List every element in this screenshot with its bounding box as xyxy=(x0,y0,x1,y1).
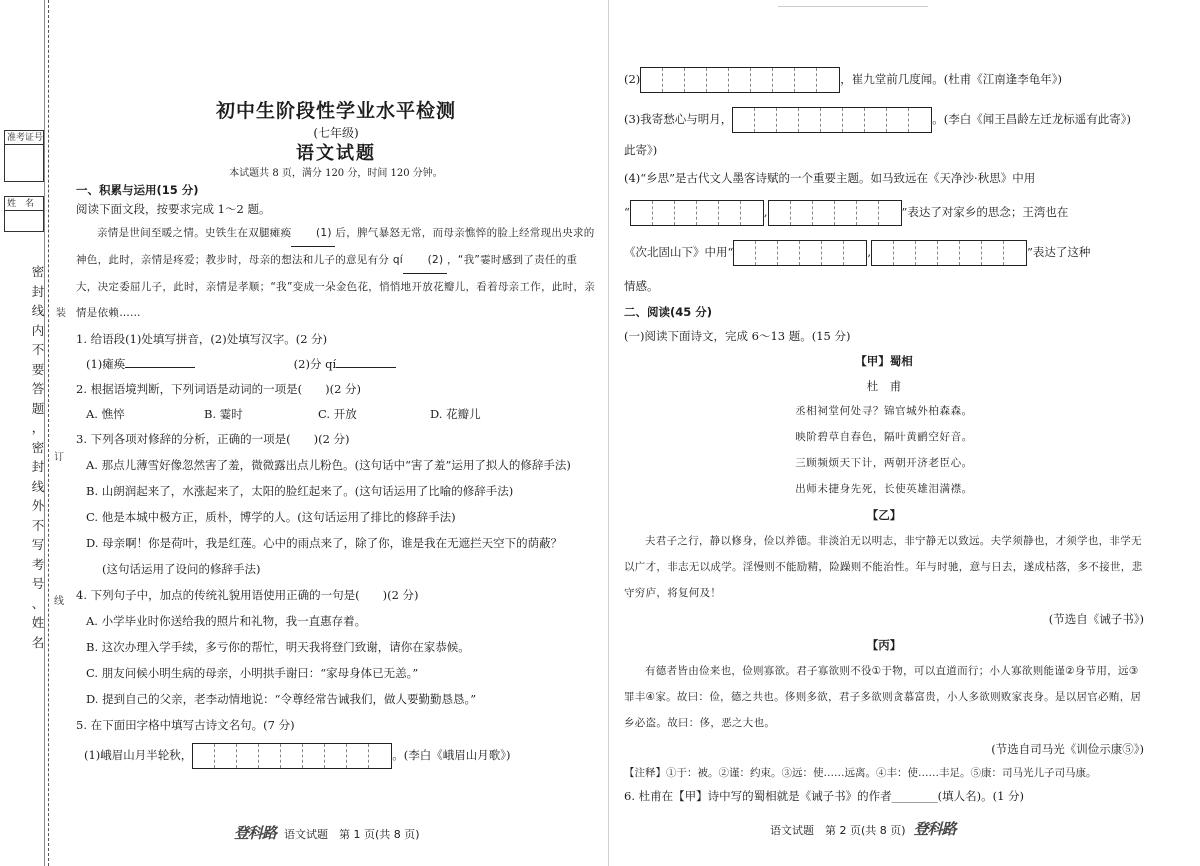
q2-option-d[interactable]: D. 花瓣儿 xyxy=(430,407,481,421)
seal-notice-char: 名 xyxy=(31,634,45,650)
q4-option-d[interactable]: D. 提到自己的父亲，老李动情地说：“令尊经常告诫我们，做人要勤勤恳恳。” xyxy=(86,692,477,706)
q3-option-b[interactable]: B. 山朗润起来了，水涨起来了，太阳的脸红起来了。(这句话运用了比喻的修辞手法) xyxy=(86,484,514,498)
passage: 亲情是世间至暖之情。史铁生在双腿瘫痪 (1) 后，脾气暴怒无常，而母亲憔悴的脸上经常现出央求的神色，此时，亲情是疼爱；教步时，母亲的想法和儿子的意见有分 qí (2) ，“我”霎时感到了责任的重大，决定委屈儿子，此时，亲情是孝顺；“我”变成一朵金色花，悄悄地开放花瓣儿，看着母亲工作，此时，亲情是依赖…… xyxy=(76,220,596,326)
q5-1-pre: (1)峨眉山月半轮秋， xyxy=(84,748,193,762)
seal-notice-char: 不 xyxy=(31,342,45,357)
exam-title: 初中生阶段性学业水平检测 xyxy=(215,100,456,122)
seal-notice-char: 姓 xyxy=(31,615,45,630)
q1-answers xyxy=(76,352,596,376)
page-2-footer xyxy=(770,818,964,839)
seal-notice xyxy=(30,262,46,652)
poem-line: 映阶碧草自春色，隔叶黄鹂空好音。 xyxy=(795,431,973,443)
seal-notice-char: 内 xyxy=(31,322,45,338)
name-label: 姓 名 xyxy=(5,197,43,211)
page-1-footer xyxy=(234,822,420,843)
q4-option-c[interactable]: C. 朋友问候小明生病的母亲，小明拱手谢曰：“家母身体已无恙。” xyxy=(86,666,419,680)
q5-4-grid-1[interactable] xyxy=(630,200,764,226)
q1-a-label: (1)瘫痪 xyxy=(86,357,126,371)
poem-line: 出师未捷身先死，长使英雄泪满襟。 xyxy=(795,483,973,495)
q3-stem: 3. 下列各项对修辞的分析，正确的一项是( )(2 分) xyxy=(76,432,350,446)
q5-4-grid-4[interactable] xyxy=(871,240,1027,266)
q5-3 xyxy=(624,102,1144,136)
bing-source: (节选自司马光《训俭示康⑤》) xyxy=(991,742,1144,756)
q1-a-answer[interactable] xyxy=(125,356,195,368)
seal-notice-char: 线 xyxy=(31,303,45,318)
q5-2-post: ，崔九堂前几度闻。(杜甫《江南逢李龟年》) xyxy=(840,72,1063,86)
seal-notice-char: 封 xyxy=(31,459,45,474)
section-1-intro: 阅读下面文段，按要求完成 1～2 题。 xyxy=(76,202,271,216)
poem-author: 杜 甫 xyxy=(866,379,902,393)
q5-3-post: 。(李白《闻王昌龄左迁龙标遥有此寄》) xyxy=(932,112,1132,126)
q5-4-pre2: 《次北固山下》中用“ xyxy=(624,245,734,259)
exam-id-box xyxy=(4,130,44,182)
seal-notice-char: 、 xyxy=(31,595,45,611)
page-2-number: 语文试题 第 2 页(共 8 页) xyxy=(770,824,906,837)
q5-3-pre: (3)我寄愁心与明月， xyxy=(624,112,733,126)
publisher-logo: 登科路 xyxy=(913,820,956,838)
q5-4-line2: 《次北固山下》中用“ , ”表达了这种 xyxy=(624,232,1144,272)
bing-label: 【丙】 xyxy=(866,638,902,652)
q2-options xyxy=(76,402,596,426)
seal-notice-char: 号 xyxy=(31,576,45,591)
poem-line: 丞相祠堂何处寻？锦官城外柏森森。 xyxy=(795,405,973,417)
seal-notice-char: 答 xyxy=(31,381,45,396)
q5-4-end: 情感。 xyxy=(624,279,659,293)
q3-option-c[interactable]: C. 他是本城中极方正，质朴，博学的人。(这句话运用了排比的修辞手法) xyxy=(86,510,456,524)
section-2-heading: 二、阅读(45 分) xyxy=(624,305,713,319)
poem-line: 三顾频烦天下计，两朝开济老臣心。 xyxy=(795,457,973,469)
q5-2 xyxy=(624,62,1144,96)
seal-notice-char: ， xyxy=(31,420,45,435)
q4-options xyxy=(76,608,596,712)
seal-notice-char: 线 xyxy=(31,478,45,494)
seal-notice-char: 外 xyxy=(31,498,45,513)
binding-mark-ding: 订 xyxy=(54,452,64,463)
section-1-heading: 一、积累与运用(15 分) xyxy=(76,183,199,197)
subject-title: 语文试题 xyxy=(296,143,376,164)
page-2 xyxy=(624,62,1144,808)
q5-2-pre: (2) xyxy=(624,72,641,86)
page-divider xyxy=(608,0,609,866)
q5-4-grid-2[interactable] xyxy=(768,200,902,226)
q5-1 xyxy=(76,738,596,772)
q3-option-a[interactable]: A. 那点儿薄雪好像忽然害了羞，微微露出点儿粉色。(这句话中“害了羞”运用了拟人的修辞手法) xyxy=(86,458,571,472)
seal-line xyxy=(48,0,49,866)
name-field[interactable] xyxy=(5,211,43,231)
name-box xyxy=(4,196,44,232)
q5-3-tail: 此寄》) xyxy=(624,143,658,157)
q1-stem: 1. 给语段(1)处填写拼音，(2)处填写汉字。(2 分) xyxy=(76,332,328,346)
q6-stem: 6. 杜甫在【甲】诗中写的蜀相就是《诫子书》的作者________(填人名)。(1 分) xyxy=(624,789,1025,803)
q5-4-line1: “ , ”表达了对家乡的思念；王湾也在 xyxy=(624,192,1144,232)
poem-body xyxy=(624,398,1144,502)
q1-b-answer[interactable] xyxy=(336,356,396,368)
seal-notice-char: 不 xyxy=(31,517,45,533)
q5-4-grid-3[interactable] xyxy=(733,240,867,266)
binding-mark-xian: 线 xyxy=(54,596,64,607)
q5-1-post: 。(李白《峨眉山月歌》) xyxy=(392,748,511,762)
seal-notice-char: 题 xyxy=(31,400,45,416)
bing-text: 有德者皆由俭来也，俭则寡欲。君子寡欲则不役①于物，可以直道而行；小人寡欲则能谨②身节用，远③罪丰④家。故曰：俭，德之共也。侈则多欲，君子多欲则贪慕富贵，小人多欲则败家丧身。是以居官必贿，居乡必盗。故曰：侈，恶之大也。 xyxy=(624,665,1142,729)
exam-info: 本试题共 8 页，满分 120 分，时间 120 分钟。 xyxy=(229,168,443,179)
q2-option-a[interactable]: A. 憔悴 xyxy=(86,407,125,421)
seal-notice-char: 密 xyxy=(31,264,45,279)
poem-label: 【甲】蜀相 xyxy=(855,354,913,368)
yi-label: 【乙】 xyxy=(866,508,902,522)
q4-stem: 4. 下列句子中，加点的传统礼貌用语使用正确的一句是( )(2 分) xyxy=(76,588,419,602)
q2-option-c[interactable]: C. 开放 xyxy=(318,407,357,421)
q5-4-text: (4)“乡思”是古代文人墨客诗赋的一个重要主题。如马致远在《天净沙·秋思》中用 xyxy=(624,171,1036,185)
yi-text: 夫君子之行，静以修身，俭以养德。非淡泊无以明志，非宁静无以致远。夫学须静也，才须学也，非学无以广才，非志无以成学。淫慢则不能励精，险躁则不能治性。年与时驰，意与日去，遂成枯落，多不接世，悲守穷庐，将复何及！ xyxy=(624,535,1143,599)
yi-source: (节选自《诫子书》) xyxy=(1048,612,1144,626)
q5-2-grid[interactable] xyxy=(640,67,840,93)
seal-notice-char: 考 xyxy=(31,556,45,572)
q4-option-b[interactable]: B. 这次办理入学手续，多亏你的帮忙，明天我将登门致谢，请你在家恭候。 xyxy=(86,640,470,654)
binding-strip xyxy=(0,0,66,866)
q2-stem: 2. 根据语境判断，下列词语是动词的一项是( )(2 分) xyxy=(76,382,362,396)
q5-4-mid: ”表达了对家乡的思念；王湾也在 xyxy=(901,205,1069,219)
binding-mark-zhuang: 装 xyxy=(56,308,66,319)
q5-1-grid[interactable] xyxy=(192,743,392,769)
q3-option-d[interactable]: D. 母亲啊！你是荷叶，我是红莲。心中的雨点来了，除了你，谁是我在无遮拦天空下的荫蔽？ xyxy=(86,536,563,550)
seal-notice-char: 要 xyxy=(31,361,45,377)
notes: 【注释】①于：被。②谨：约束。③远：使……远离。④丰：使……丰足。⑤康：司马光儿子司马康。 xyxy=(624,767,1097,779)
exam-id-label: 准考证号 xyxy=(7,133,43,143)
page-1-number: 语文试题 第 1 页(共 8 页) xyxy=(284,828,420,841)
q3-options xyxy=(76,452,596,582)
seal-notice-char: 封 xyxy=(31,283,45,299)
grade-label: (七年级) xyxy=(313,126,359,140)
blank-1[interactable]: (1) xyxy=(291,220,335,247)
seal-notice-char: 密 xyxy=(31,439,45,455)
scan-mark xyxy=(778,6,928,12)
exam-id-field[interactable] xyxy=(5,145,43,181)
publisher-logo: 登科路 xyxy=(234,824,277,842)
q5-4-post2: ”表达了这种 xyxy=(1027,245,1091,259)
q5-3-grid[interactable] xyxy=(732,107,932,133)
q1-b-label: (2)分 qí xyxy=(293,357,337,371)
seal-notice-char: 写 xyxy=(31,537,45,552)
page-1 xyxy=(76,92,596,772)
q3-option-d-note: (这句话运用了设问的修辞手法) xyxy=(102,562,261,576)
q4-option-a[interactable]: A. 小学毕业时你送给我的照片和礼物，我一直惠存着。 xyxy=(86,614,367,628)
q5-stem: 5. 在下面田字格中填写古诗文名句。(7 分) xyxy=(76,718,295,732)
blank-2[interactable]: (2) xyxy=(403,247,447,274)
q2-option-b[interactable]: B. 霎时 xyxy=(204,407,243,421)
reading-1-intro: (一)阅读下面诗文，完成 6～13 题。(15 分) xyxy=(624,329,851,343)
